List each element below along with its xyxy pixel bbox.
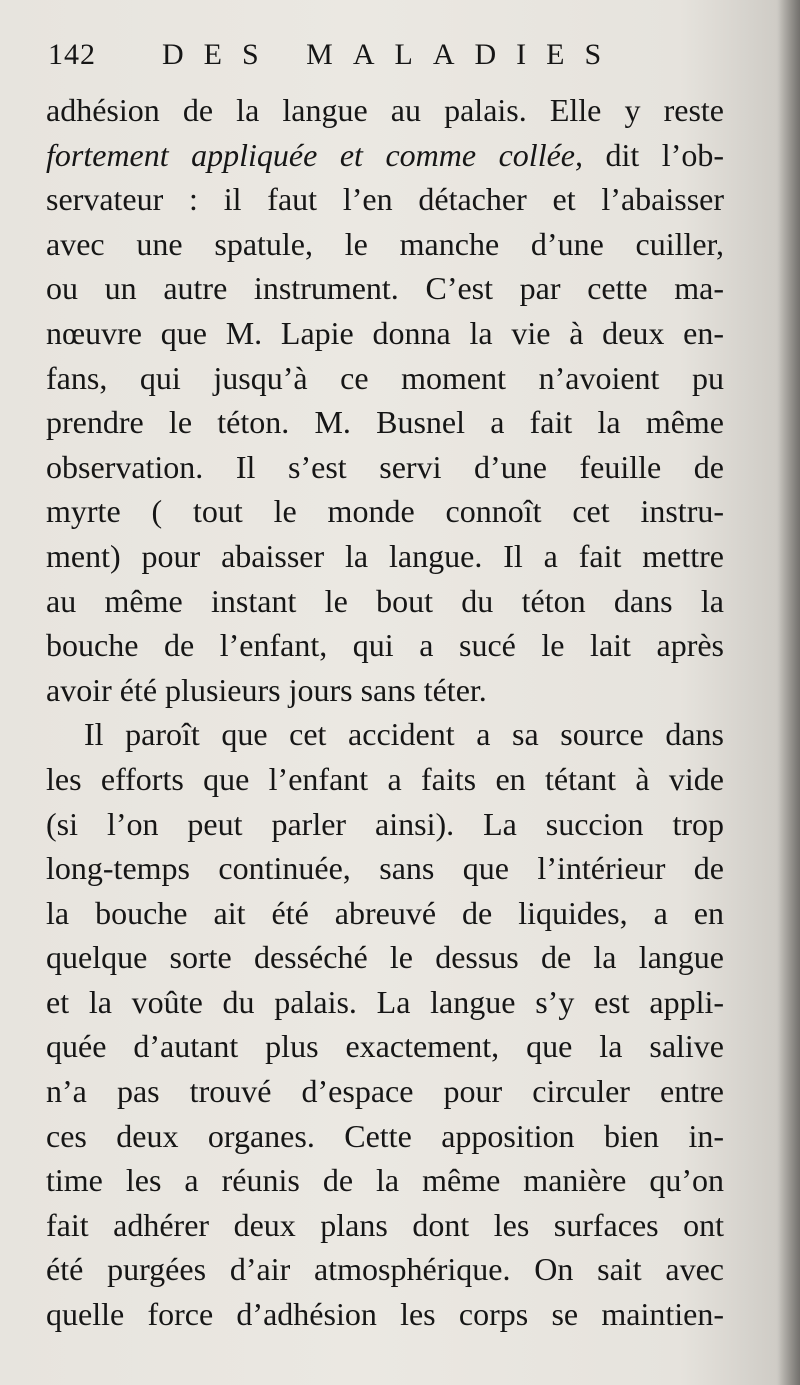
text-line: les efforts que l’enfant a faits en tétant à vide <box>46 760 724 797</box>
text-line: long-temps continuée, sans que l’intérieur de <box>46 850 724 887</box>
text-line: quelle force d’adhésion les corps se maintien- <box>46 1296 724 1333</box>
body-text <box>46 88 724 1337</box>
text-line: n’a pas trouvé d’espace pour circuler entre <box>46 1073 724 1110</box>
text-line: été purgées d’air atmosphérique. On sait avec <box>46 1251 724 1288</box>
text-line: avoir été plusieurs jours sans téter. <box>46 671 487 708</box>
text-line: fait adhérer deux plans dont les surfaces ont <box>46 1206 724 1243</box>
text-line: avec une spatule, le manche d’une cuiller, <box>46 225 724 262</box>
text-line: et la voûte du palais. La langue s’y est appli- <box>46 983 724 1020</box>
text-line: fans, qui jusqu’à ce moment n’avoient pu <box>46 359 724 396</box>
running-head: DES MALADIES <box>162 38 622 71</box>
text-line: time les a réunis de la même manière qu’on <box>46 1162 724 1199</box>
text-line: ment) pour abaisser la langue. Il a fait mettre <box>46 537 724 574</box>
text-line: servateur : il faut l’en détacher et l’abaisser <box>46 181 724 218</box>
text-line: la bouche ait été abreuvé de liquides, a en <box>46 894 724 931</box>
text-fragment: dit l’ob- <box>583 136 725 173</box>
page-header <box>48 38 768 82</box>
text-line: prendre le téton. M. Busnel a fait la même <box>46 404 724 441</box>
text-line: quée d’autant plus exactement, que la salive <box>46 1028 724 1065</box>
text-line: nœuvre que M. Lapie donna la vie à deux en- <box>46 314 724 351</box>
text-line: observation. Il s’est servi d’une feuille de <box>46 448 724 485</box>
emphasized-text: fortement appliquée et comme collée, <box>46 136 583 173</box>
page-number: 142 <box>48 38 96 71</box>
text-line: bouche de l’enfant, qui a sucé le lait après <box>46 627 724 664</box>
text-line: au même instant le bout du téton dans la <box>46 582 724 619</box>
text-line: quelque sorte desséché le dessus de la langue <box>46 939 724 976</box>
text-line: myrte ( tout le monde connoît cet instru- <box>46 493 724 530</box>
text-line: ces deux organes. Cette apposition bien in- <box>46 1117 724 1154</box>
text-line: Il paroît que cet accident a sa source dans <box>84 716 724 753</box>
binding-shadow <box>778 0 800 1385</box>
text-line <box>46 133 724 178</box>
text-line: adhésion de la langue au palais. Elle y reste <box>46 92 724 128</box>
text-line: ou un autre instrument. C’est par cette ma- <box>46 270 724 307</box>
text-line: (si l’on peut parler ainsi). La succion trop <box>46 805 724 842</box>
